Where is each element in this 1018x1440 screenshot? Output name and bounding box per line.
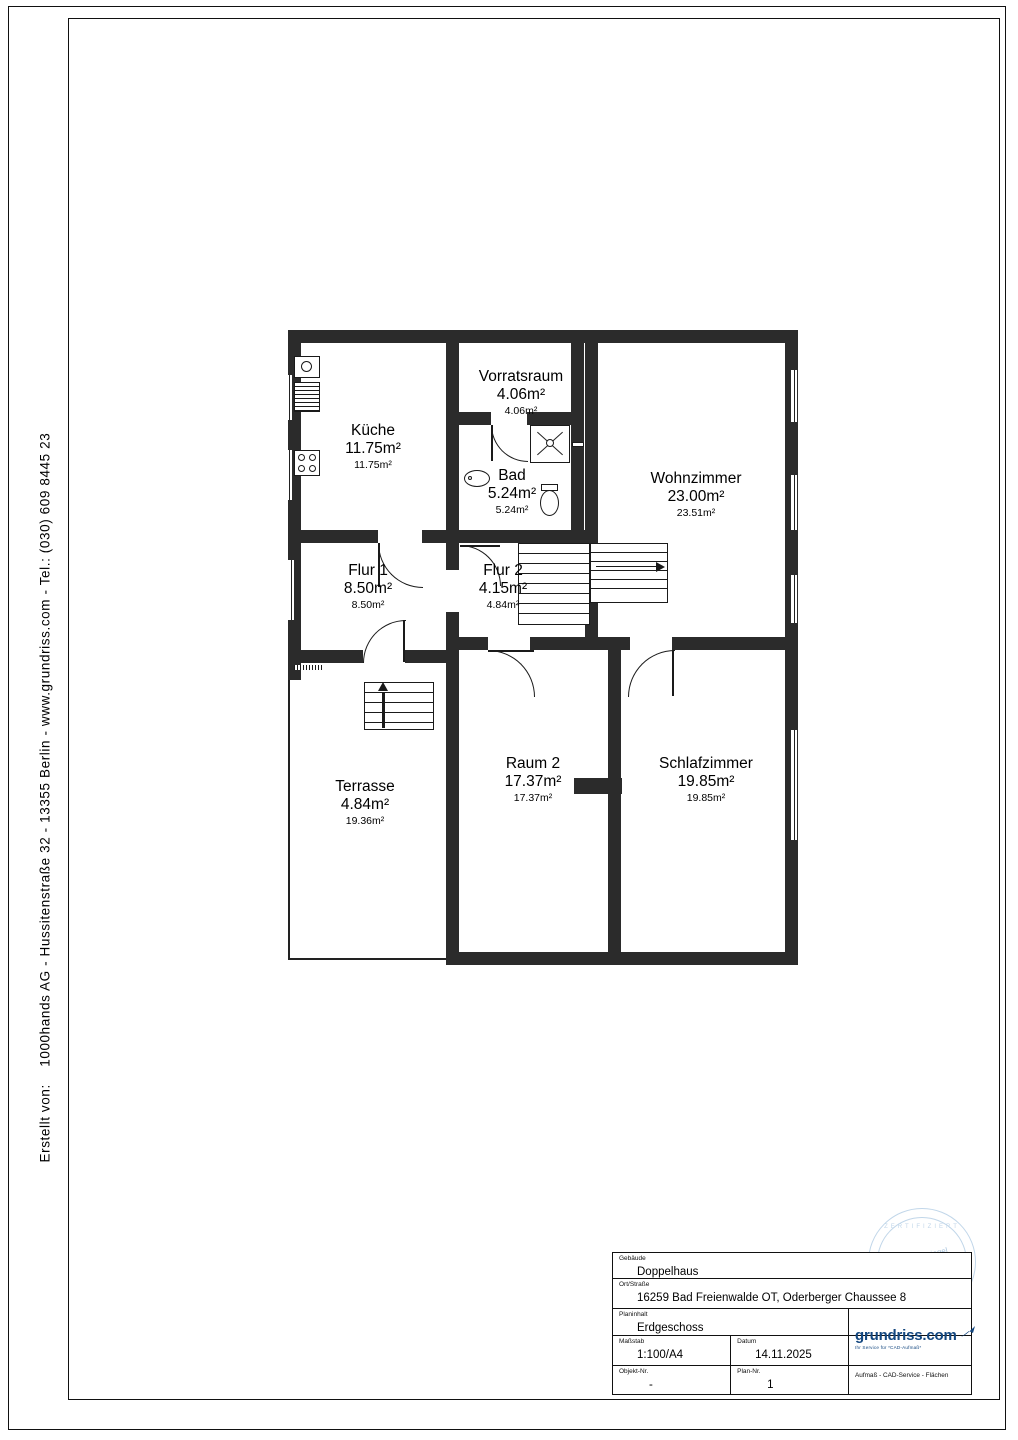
massstab-value: 1:100/A4 [637, 1348, 684, 1361]
window-hatch-kitchen-2 [289, 450, 290, 500]
logo-tagline: Aufmaß - CAD-Service - Flächen [855, 1372, 949, 1379]
title-block-cell-date [731, 1336, 849, 1365]
wall-wohnzimmer-bottom [598, 637, 798, 650]
kitchen-sink-bowl-icon [301, 361, 312, 372]
title-block-cell-scale [613, 1336, 731, 1365]
logo-subline: Ihr Service für *CAD-Aufmaß* [855, 1345, 922, 1350]
terrace-wall-bottom [288, 958, 458, 960]
objektnr-value: - [649, 1378, 653, 1391]
kitchen-counter-icon [294, 382, 320, 412]
window-hatch-living-3 [794, 575, 795, 623]
stair-step-2 [591, 588, 667, 589]
room-name: Raum 2 [505, 755, 561, 772]
door-leaf-hall2-bath [460, 545, 500, 547]
door-leaf-bedroom [672, 650, 674, 696]
room-name: Küche [351, 422, 395, 439]
room-area-main: 23.00m² [667, 487, 725, 505]
ort-value: 16259 Bad Freienwalde OT, Oderberger Chaussee 8 [637, 1291, 907, 1304]
room-label-kuche [318, 422, 428, 471]
wall-room2-right [608, 650, 621, 965]
room-area-sub: 11.75m² [354, 458, 392, 471]
window-hatch-living-1 [794, 370, 795, 422]
stove-burner-icon [298, 454, 305, 461]
title-block-cell-building [613, 1253, 971, 1278]
ort-caption: Ort/Straße [619, 1281, 650, 1288]
terrace-step [365, 712, 433, 713]
room-label-flur2 [453, 562, 553, 611]
wall-bath-right [571, 412, 584, 543]
wall-corridor-top [288, 530, 598, 543]
room-name: Flur 2 [483, 562, 523, 579]
plannr-caption: Plan-Nr. [737, 1368, 761, 1375]
title-block-cell-content [613, 1309, 849, 1335]
title-block-row-numbers [613, 1366, 971, 1395]
plannr-value: 1 [767, 1378, 774, 1391]
room-name: Terrasse [335, 778, 395, 795]
logo-wordmark [855, 1327, 967, 1344]
doorway-kitchen [378, 530, 422, 543]
room-label-bad [464, 467, 560, 516]
room-area-main: 11.75m² [345, 439, 401, 457]
room-area-main: 4.84m² [340, 795, 390, 813]
planinhalt-caption: Planinhalt [619, 1311, 648, 1318]
logo-domain: .com [922, 1327, 957, 1344]
logo-swoosh-icon [960, 1325, 976, 1341]
creator-credit-prefix: Erstellt von: [37, 1084, 53, 1163]
door-leaf-room2 [488, 650, 534, 652]
creator-credit [38, 343, 53, 1163]
doorway-bedroom [630, 637, 672, 650]
creator-credit-text: 1000hands AG - Hussitenstraße 32 - 13355 Berlin - www.grundriss.com - Tel.: (030) 609 8445 23 [37, 432, 53, 1067]
terrace-step-direction-line [382, 692, 385, 728]
wall-kitchen-right [446, 343, 459, 543]
room-area-sub: 23.51m² [676, 506, 716, 519]
door-leaf-terrace [403, 620, 405, 662]
door-leaf-pantry [491, 425, 493, 461]
room-label-vorratsraum [460, 368, 582, 417]
room-area-sub: 17.37m² [513, 791, 553, 804]
room-name: Schlafzimmer [659, 755, 753, 772]
title-block-cell-logo-bottom [849, 1366, 971, 1395]
datum-caption: Datum [737, 1338, 757, 1345]
room-area-main: 8.50m² [343, 579, 393, 597]
room-area-main: 4.06m² [496, 385, 546, 403]
room-area-sub: 19.36m² [345, 814, 385, 827]
room-label-terrasse [300, 778, 430, 827]
towel-rail-icon [572, 442, 584, 447]
kitchen-stove-icon [294, 450, 320, 476]
room-area-main: 5.24m² [487, 484, 537, 502]
radiator-icon [294, 665, 322, 670]
room-area-sub: 4.06m² [504, 404, 538, 417]
terrace-wall-left [288, 680, 290, 960]
room-name: Vorratsraum [478, 368, 564, 385]
objektnr-caption: Objekt-Nr. [619, 1368, 649, 1375]
title-block-cell-objectno [613, 1366, 731, 1395]
terrace-step-direction-arrow [378, 682, 388, 691]
room-area-sub: 4.84m² [486, 598, 520, 611]
gebaeude-value: Doppelhaus [637, 1265, 699, 1278]
door-swing-room2 [488, 650, 535, 697]
room-name: Wohnzimmer [650, 470, 742, 487]
stove-burner-icon [298, 465, 305, 472]
window-hatch-kitchen-1 [289, 375, 290, 420]
room-name: Bad [498, 467, 526, 484]
stair-direction-arrow [656, 562, 665, 572]
shower-drain-icon [546, 439, 554, 447]
room-name: Flur 1 [348, 562, 388, 579]
terrace-step [365, 722, 433, 723]
title-block-cell-planno [731, 1366, 849, 1395]
terrace-step [365, 692, 433, 693]
logo-name: grundriss [855, 1327, 923, 1344]
stair-step-2 [591, 552, 667, 553]
title-block-row-address [613, 1279, 971, 1309]
wall-lower-bottom [446, 952, 798, 965]
room-area-main: 19.85m² [677, 772, 735, 790]
stair-direction-line [596, 566, 658, 567]
door-swing-bedroom [628, 650, 675, 697]
door-swing-terrace [363, 620, 406, 663]
door-swing-pantry [491, 425, 528, 462]
exterior-wall-top [288, 330, 798, 343]
grundriss-logo[interactable] [855, 1327, 967, 1350]
window-hatch-living-2 [794, 475, 795, 530]
title-block-cell-address [613, 1279, 971, 1308]
room-label-flur1 [313, 562, 423, 611]
massstab-caption: Maßstab [619, 1338, 645, 1345]
stair-step-2 [591, 579, 667, 580]
room-area-sub: 5.24m² [495, 503, 529, 516]
terrace-step [365, 702, 433, 703]
room-label-wohnzimmer [616, 470, 776, 519]
doorway-room2 [488, 637, 530, 650]
title-block-row-building [613, 1253, 971, 1279]
stamp-top-text: ZERTIFIZIERT [884, 1224, 960, 1230]
room-label-schlafzimmer [626, 755, 786, 804]
window-hatch-hall1 [291, 560, 292, 620]
room-area-main: 4.15m² [478, 579, 528, 597]
planinhalt-value: Erdgeschoss [637, 1321, 704, 1334]
stove-burner-icon [309, 465, 316, 472]
floor-plan-drawing [278, 330, 798, 975]
gebaeude-caption: Gebäude [619, 1255, 646, 1262]
stair-step [519, 553, 589, 554]
room-area-sub: 19.85m² [686, 791, 726, 804]
room-label-raum2 [474, 755, 592, 804]
datum-value: 14.11.2025 [755, 1348, 812, 1361]
room-area-sub: 8.50m² [351, 598, 385, 611]
stair-step [519, 613, 589, 614]
room-area-main: 17.37m² [504, 772, 562, 790]
stove-burner-icon [309, 454, 316, 461]
wall-lower-left [446, 650, 459, 965]
window-hatch-bedroom [794, 730, 795, 840]
